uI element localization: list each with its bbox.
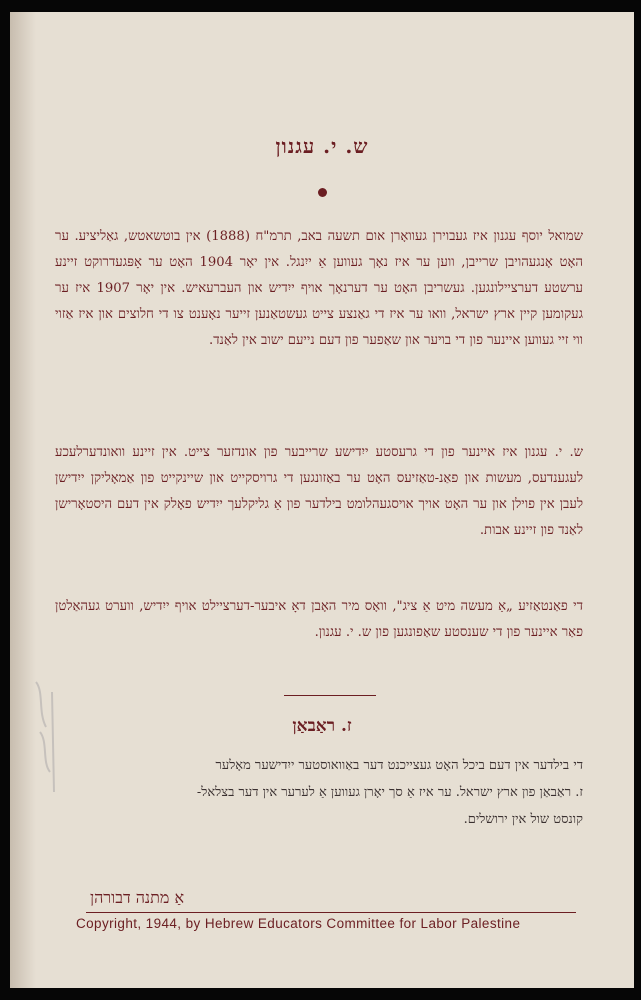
handwritten-dedication: אַ מתנה דבורהן: [90, 888, 185, 907]
section-divider: [284, 695, 376, 696]
paragraph-text: שמואל יוסף עגנון איז געבוירן געוואָרן אום תשעה באב, תרמ"ח (1888) אין בוטשאטש, גאַליציע. ער האָט אָנגעהויבן שרייבן, ווען ער איז נאָך געווען אַ ייִנגל. אין יאָר 1904 האָט ער אָפּגעדרוקט זיינע ערשטע דערציילונגען. געשריבן האָט ער דערנאָך אויף ייִדיש און העברעאיש. אין יאָר 1907 איז ער געקומען קיין ארץ ישראל, וואו ער איז די גאַנצע צייט געשטאַנען זייער נאָענט צו די חלוצים און איז אַזוי ווי זיי געווען איינער פון די בויער און שאַפער פון דעם נייעם ישוב אין לאַנד.: [55, 229, 584, 348]
artist-heading: ז. ראַבאַן: [292, 716, 352, 736]
paragraph-text: ש. י. עגנון איז איינער פון די גרעסטע ייִדישע שרייבער פון אונדזער צייט. אין זיינע וואונדערלעכע לעגענדעס, מעשות און פאַנ-טאַזיעס האָט ער באַזונגען די גרויסקייט און שיינקייט פון אַמאָליקן ייִדישן לעבן אין פוילן און ער האָט אויך אויסגעהלומט בילדער פון אַ גליקלעך ייִדיש פאָלק אין דעם היסטאָרישן לאַנד פון זיינע אבות.: [55, 445, 583, 538]
artist-bio: [55, 752, 583, 833]
ornament-dot-icon: [318, 188, 327, 197]
body-paragraph-2: [55, 440, 583, 544]
copyright-notice: Copyright, 1944, by Hebrew Educators Committee for Labor Palestine: [76, 916, 521, 931]
artist-bio-line: די בילדער אין דעם ביכל האָט געצייכנט דער באַוואוסטער ייִדישער מאָלער: [215, 758, 583, 773]
body-paragraph-3: [55, 594, 583, 646]
artist-bio-line: קונסט שול אין ירושלים.: [463, 812, 583, 827]
book-page: [10, 12, 634, 988]
body-paragraph-1: [55, 224, 583, 354]
paragraph-text: די פאַנטאַזיע „אַ מעשה מיט אַ ציג", וואָס מיר האָבן דאָ איבער-דערציילט אויף ייִדיש, ווערט געהאַלטן פאַר איינער פון די שענסטע שאַפונגען פון ש. י. עגנון.: [55, 599, 583, 640]
pencil-mark-icon: [28, 672, 66, 802]
page-title: ש. י. עגנון: [275, 134, 369, 158]
footer-rule: [86, 912, 576, 913]
artist-bio-line: ז. ראַבאַן פון ארץ ישראל. ער איז אַ סך יאָרן געווען אַ לערער אין דער בצלאל-: [196, 785, 583, 800]
